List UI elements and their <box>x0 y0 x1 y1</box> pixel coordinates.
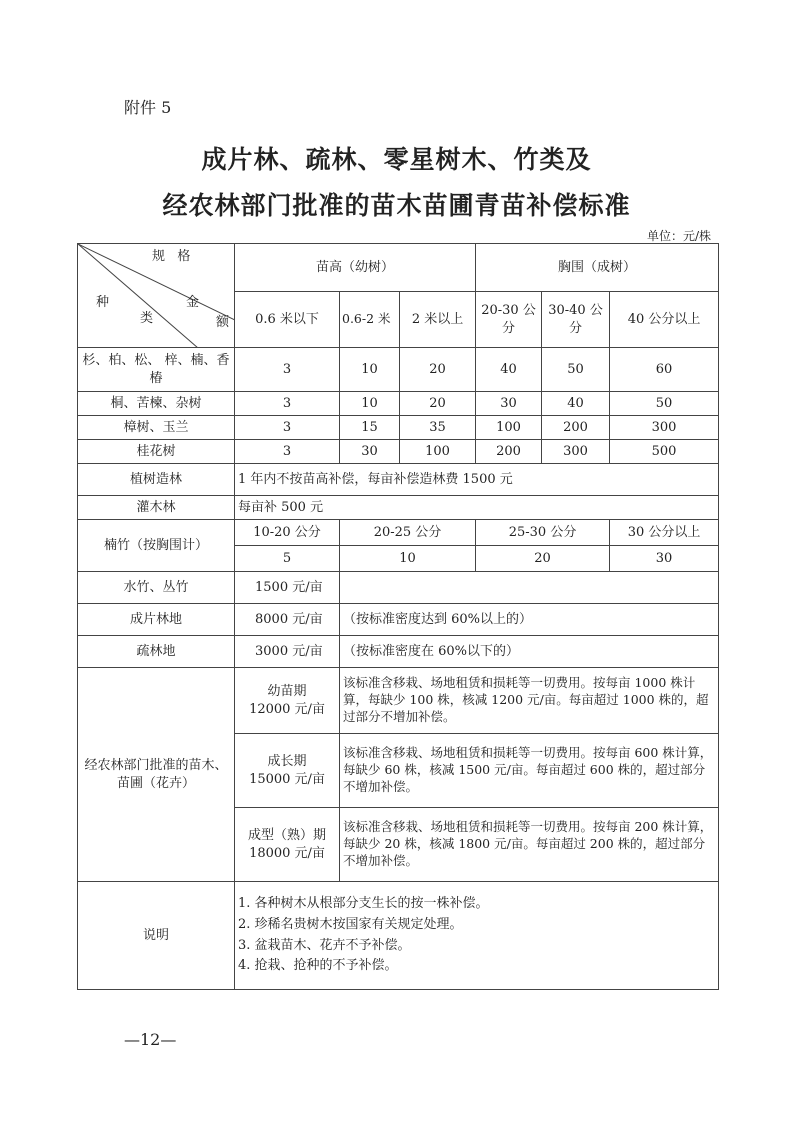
water-bamboo-row <box>78 572 719 604</box>
page-number: —12— <box>124 1030 177 1049</box>
header-height-group: 苗高（幼树） <box>235 244 476 292</box>
header-col-3: 2 米以上 <box>400 292 476 348</box>
tree-value: 200 <box>476 440 542 464</box>
afforest-text: 1 年内不按苗高补偿，每亩补偿造林费 1500 元 <box>235 464 719 496</box>
tree-value: 3 <box>235 348 340 392</box>
nursery-price: 12000 元/亩 <box>249 701 325 717</box>
bamboo-range: 30 公分以上 <box>610 520 719 546</box>
header-col-4: 20-30 公分 <box>476 292 542 348</box>
shrub-label: 灌木林 <box>78 496 235 520</box>
bamboo-value: 30 <box>610 546 719 572</box>
nursery-price: 18000 元/亩 <box>249 845 325 861</box>
nursery-stage: 成型（熟）期 <box>247 827 326 843</box>
tree-value: 50 <box>542 348 610 392</box>
tree-value: 50 <box>610 392 719 416</box>
header-row-1 <box>78 244 719 292</box>
title-line-1: 成片林、疏林、零星树木、竹类及 <box>201 145 592 174</box>
tree-value: 10 <box>340 348 400 392</box>
note-item: 3. 盆栽苗木、花卉不予补偿。 <box>238 937 411 953</box>
header-girth-group: 胸围（成树） <box>476 244 719 292</box>
tree-value: 10 <box>340 392 400 416</box>
bamboo-value: 10 <box>340 546 476 572</box>
tree-value: 100 <box>400 440 476 464</box>
diag-e-text: 额 <box>216 315 230 330</box>
nursery-stage: 成长期 <box>267 753 307 769</box>
bamboo-range-row <box>78 520 719 546</box>
bamboo-value: 20 <box>476 546 610 572</box>
tree-row <box>78 416 719 440</box>
tree-name: 樟树、玉兰 <box>78 416 235 440</box>
afforest-row <box>78 464 719 496</box>
bamboo-label: 楠竹（按胸围计） <box>78 520 235 572</box>
unit-label: 单位：元/株 <box>646 229 711 243</box>
header-col-2: 0.6-2 米 <box>340 292 400 348</box>
nursery-note: 该标准含移栽、场地租赁和损耗等一切费用。按每亩 1000 株计算，每缺少 100 株，核减 1200 元/亩。每亩超过 1000 株的，超过部分不增加补偿。 <box>340 668 719 734</box>
nursery-stage-cell <box>235 808 340 882</box>
bamboo-range: 20-25 公分 <box>340 520 476 546</box>
tree-name: 杉、柏、松、 梓、楠、香椿 <box>78 348 235 392</box>
tree-value: 30 <box>340 440 400 464</box>
header-col-6: 40 公分以上 <box>610 292 719 348</box>
header-col-1: 0.6 米以下 <box>235 292 340 348</box>
nursery-row <box>78 668 719 734</box>
tree-value: 30 <box>476 392 542 416</box>
tree-value: 35 <box>400 416 476 440</box>
tree-row <box>78 392 719 416</box>
title-line-2: 经农林部门批准的苗木苗圃青苗补偿标准 <box>162 191 631 220</box>
tree-value: 3 <box>235 440 340 464</box>
note-item: 4. 抢栽、抢种的不予补偿。 <box>238 958 398 974</box>
forest-row <box>78 604 719 636</box>
header-col-5: 30-40 公分 <box>542 292 610 348</box>
notes-label: 说明 <box>78 882 235 990</box>
forest-note: （按标准密度达到 60%以上的） <box>340 604 719 636</box>
sparse-row <box>78 636 719 668</box>
tree-value: 40 <box>542 392 610 416</box>
tree-row <box>78 440 719 464</box>
tree-name: 桂花树 <box>78 440 235 464</box>
tree-value: 15 <box>340 416 400 440</box>
notes-row <box>78 882 719 990</box>
bamboo-range: 25-30 公分 <box>476 520 610 546</box>
compensation-table <box>77 243 719 990</box>
nursery-stage-cell <box>235 734 340 808</box>
forest-price: 8000 元/亩 <box>235 604 340 636</box>
note-item: 1. 各种树木从根部分支生长的按一株补偿。 <box>238 895 489 911</box>
bamboo-value: 5 <box>235 546 340 572</box>
diagonal-header-cell <box>78 244 235 348</box>
diag-spec-text: 规 格 <box>152 249 191 264</box>
tree-value: 40 <box>476 348 542 392</box>
tree-name: 桐、苦楝、杂树 <box>78 392 235 416</box>
nursery-stage-cell <box>235 668 340 734</box>
tree-value: 3 <box>235 416 340 440</box>
shrub-text: 每亩补 500 元 <box>235 496 719 520</box>
sparse-price: 3000 元/亩 <box>235 636 340 668</box>
sparse-note: （按标准密度在 60%以下的） <box>340 636 719 668</box>
nursery-note: 该标准含移栽、场地租赁和损耗等一切费用。按每亩 200 株计算，每缺少 20 株，核减 1800 元/亩。每亩超过 200 株的，超过部分不增加补偿。 <box>340 808 719 882</box>
tree-value: 100 <box>476 416 542 440</box>
tree-value: 200 <box>542 416 610 440</box>
tree-value: 20 <box>400 392 476 416</box>
tree-value: 500 <box>610 440 719 464</box>
bamboo-range: 10-20 公分 <box>235 520 340 546</box>
diag-kind-text: 种 <box>96 295 110 310</box>
nursery-price: 15000 元/亩 <box>249 771 325 787</box>
shrub-row <box>78 496 719 520</box>
tree-value: 300 <box>610 416 719 440</box>
water-bamboo-label: 水竹、丛竹 <box>78 572 235 604</box>
diag-class-text: 类 <box>140 311 154 326</box>
attachment-label: 附件 5 <box>124 98 172 117</box>
note-item: 2. 珍稀名贵树木按国家有关规定处理。 <box>238 916 463 932</box>
notes-list <box>235 882 719 990</box>
water-bamboo-blank <box>340 572 719 604</box>
sparse-label: 疏林地 <box>78 636 235 668</box>
afforest-label: 植树造林 <box>78 464 235 496</box>
tree-value: 60 <box>610 348 719 392</box>
water-bamboo-price: 1500 元/亩 <box>235 572 340 604</box>
forest-label: 成片林地 <box>78 604 235 636</box>
tree-row <box>78 348 719 392</box>
nursery-label: 经农林部门批准的苗木、苗圃（花卉） <box>78 668 235 882</box>
tree-value: 20 <box>400 348 476 392</box>
tree-value: 3 <box>235 392 340 416</box>
nursery-note: 该标准含移栽、场地租赁和损耗等一切费用。按每亩 600 株计算，每缺少 60 株，核减 1500 元/亩。每亩超过 600 株的，超过部分不增加补偿。 <box>340 734 719 808</box>
diag-amount-text: 金 <box>186 295 200 310</box>
tree-value: 300 <box>542 440 610 464</box>
nursery-stage: 幼苗期 <box>267 683 307 699</box>
